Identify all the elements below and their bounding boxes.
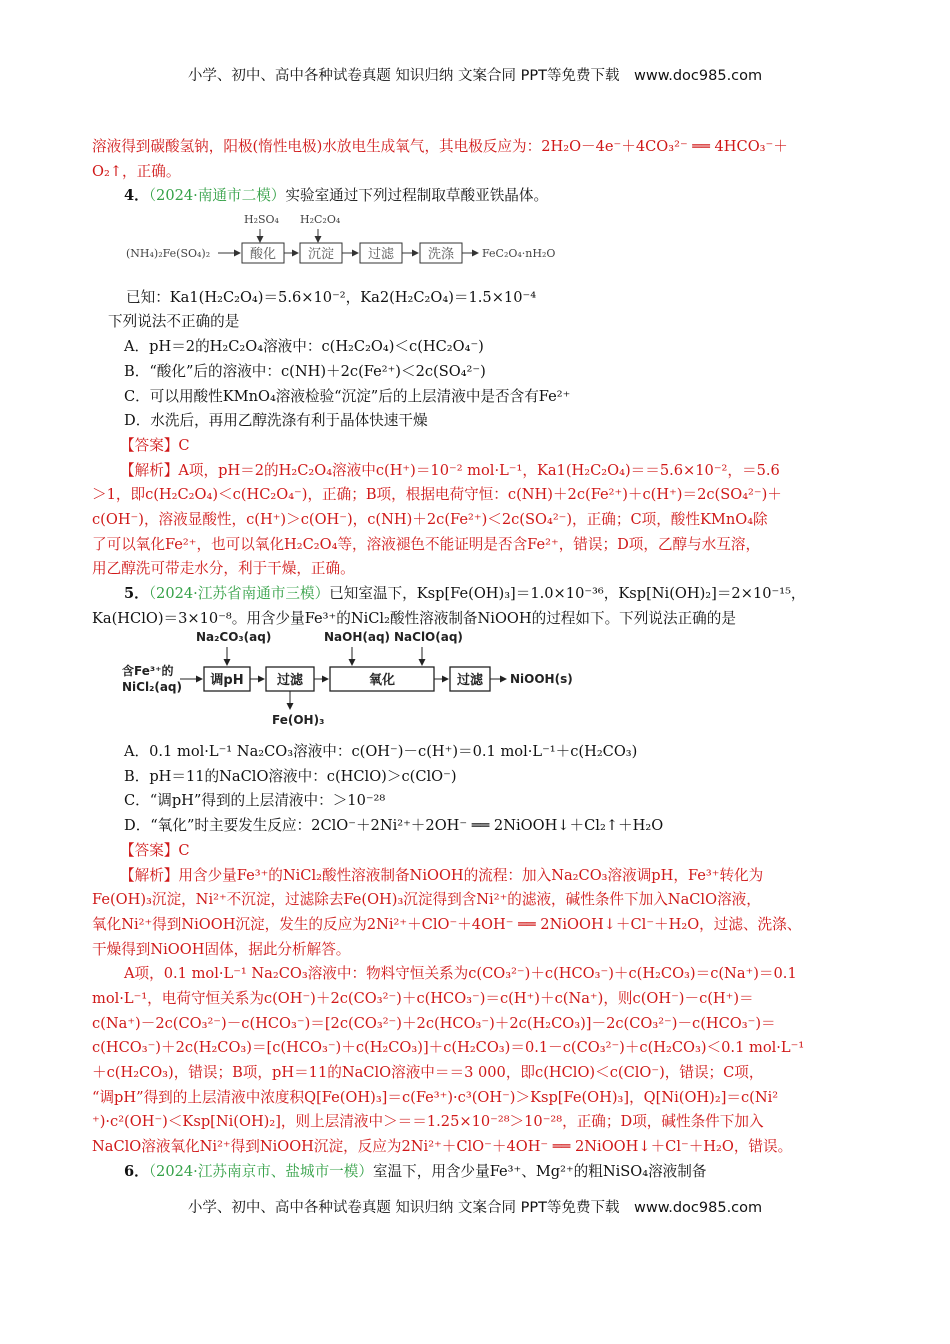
- q5-analysis-line: ＋c(H₂CO₃)，错误；B项，pH＝11的NaClO溶液中＝＝3 000，即c(HClO)＜c(ClO⁻)，错误；C项，: [92, 1064, 764, 1082]
- q5-flow-product: NiOOH(s): [510, 672, 573, 687]
- page-header: 小学、初中、高中各种试卷真题 知识归纳 文案合同 PPT等免费下载 www.doc985.com: [187, 68, 763, 84]
- q6-number: 6．: [124, 1162, 149, 1180]
- q5-analysis-line: 【解析】用含少量Fe³⁺的NiCl₂酸性溶液制备NiOOH的流程：加入Na₂CO₃溶液调pH，Fe³⁺转化为: [120, 866, 764, 884]
- q4-flowchart: [92, 209, 872, 286]
- page-footer: 小学、初中、高中各种试卷真题 知识归纳 文案合同 PPT等免费下载 www.doc985.com: [187, 1200, 763, 1216]
- q6-source: （2024·江苏南京市、盐城市一模）: [148, 1162, 373, 1180]
- document-body: [92, 135, 872, 1184]
- q4-flowchart-svg: [92, 209, 592, 277]
- q5-option-d: D．“氧化”时主要发生反应：2ClO⁻＋2Ni²⁺＋2OH⁻ ══ 2NiOOH↓＋Cl₂↑＋H₂O: [124, 817, 664, 835]
- q5-analysis-line: NaClO溶液氧化Ni²⁺得到NiOOH沉淀，反应为2Ni²⁺＋ClO⁻＋4OH⁻ ══ 2NiOOH↓＋Cl⁻＋H₂O，错误。: [92, 1138, 793, 1156]
- q5-analysis-line: Fe(OH)₃沉淀，Ni²⁺不沉淀，过滤除去Fe(OH)₃沉淀得到含Ni²⁺的滤液，碱性条件下加入NaClO溶液，: [92, 891, 761, 909]
- q4-analysis-line: 了可以氧化Fe²⁺，也可以氧化H₂C₂O₄等，溶液褪色不能证明是否含Fe²⁺，错误；D项，乙醇与水互溶，: [92, 535, 761, 553]
- q5-analysis-line: 干燥得到NiOOH固体，据此分析解答。: [92, 940, 351, 958]
- q4-option-c: C．可以用酸性KMnO₄溶液检验“沉淀”后的上层清液中是否含有Fe²⁺: [124, 387, 571, 405]
- q5-analysis-line: 氧化Ni²⁺得到NiOOH沉淀，发生的反应为2Ni²⁺＋ClO⁻＋4OH⁻ ══ 2NiOOH↓＋Cl⁻＋H₂O，过滤、洗涤、: [92, 915, 802, 933]
- q4-flow-start: (NH₄)₂Fe(SO₄)₂: [126, 247, 211, 261]
- q4-flow-step-wash: 洗涤: [427, 247, 455, 263]
- q5-analysis-line: mol·L⁻¹，电荷守恒关系为c(OH⁻)＋2c(CO₃²⁻)＋c(HCO₃⁻)＝c(H⁺)＋c(Na⁺)，则c(OH⁻)－c(H⁺)＝: [92, 989, 754, 1007]
- q5-analysis-line: ⁺)·c²(OH⁻)＜Ksp[Ni(OH)₂]，则上层清液中＞＝＝1.25×10⁻²⁸＞10⁻²⁸，正确；D项，碱性条件下加入: [92, 1113, 764, 1131]
- q5-analysis-line: A项，0.1 mol·L⁻¹ Na₂CO₃溶液中：物料守恒关系为c(CO₃²⁻)＋c(HCO₃⁻)＋c(H₂CO₃)＝c(Na⁺)＝0.1: [124, 965, 797, 983]
- q4-analysis-line: 【解析】A项，pH＝2的H₂C₂O₄溶液中c(H⁺)＝10⁻² mol·L⁻¹，Ka1(H₂C₂O₄)＝＝5.6×10⁻²，＝5.6: [120, 461, 780, 479]
- q4-flow-step-acidify: 酸化: [249, 247, 277, 263]
- q5-stem-2: Ka(HClO)＝3×10⁻⁸。用含少量Fe³⁺的NiCl₂酸性溶液制备NiOOH的过程如下。下列说法正确的是: [92, 609, 736, 627]
- q5-option-b: B．pH＝11的NaClO溶液中：c(HClO)＞c(ClO⁻): [124, 767, 457, 785]
- q5-option-c: C．“调pH”得到的上层清液中：＞10⁻²⁸: [124, 792, 386, 810]
- q4-number: 4．: [124, 187, 149, 205]
- q4-answer: 【答案】C: [120, 436, 190, 454]
- q4-option-b: B．“酸化”后的溶液中：c(NH)＋2c(Fe²⁺)＜2c(SO₄²⁻): [124, 362, 486, 380]
- q5-flow-reagent-2: NaOH(aq): [324, 631, 391, 645]
- q4-option-a: A．pH＝2的H₂C₂O₄溶液中：c(H₂C₂O₄)＜c(HC₂O₄⁻): [124, 338, 484, 356]
- q5-analysis-line: “调pH”得到的上层清液中浓度积Q[Fe(OH)₃]＝c(Fe³⁺)·c³(OH⁻)＞Ksp[Fe(OH)₃]，Q[Ni(OH)₂]＝c(Ni²: [92, 1088, 779, 1106]
- q6-title: [92, 1160, 872, 1185]
- q5-analysis-line: c(HCO₃⁻)＋2c(H₂CO₃)＝[c(HCO₃⁻)＋c(H₂CO₃)]＋c(H₂CO₃)＝0.1－c(CO₃²⁻)＋c(H₂CO₃)＜0.1 mol·L⁻¹: [92, 1039, 805, 1057]
- q4-analysis-line: 用乙醇洗可带走水分，利于干燥，正确。: [92, 560, 355, 578]
- q4-flow-step-precipitate: 沉淀: [307, 247, 335, 263]
- q4-known: 已知：Ka1(H₂C₂O₄)＝5.6×10⁻²，Ka2(H₂C₂O₄)＝1.5×10⁻⁴: [126, 288, 537, 306]
- q4-flow-reagent-2: H₂C₂O₄: [300, 213, 341, 227]
- q4-flow-reagent-1: H₂SO₄: [244, 213, 279, 227]
- q4-flow-step-filter: 过滤: [367, 247, 395, 263]
- q5-flow-reagent-1: Na₂CO₃(aq): [196, 631, 272, 645]
- prev-analysis-line: 溶液得到碳酸氢钠，阳极(惰性电极)水放电生成氧气，其电极反应为：2H₂O－4e⁻＋4CO₃²⁻ ══ 4HCO₃⁻＋: [92, 138, 788, 155]
- q4-source: （2024·南通市二模）: [148, 187, 286, 205]
- q5-option-a: A．0.1 mol·L⁻¹ Na₂CO₃溶液中：c(OH⁻)－c(H⁺)＝0.1 mol·L⁻¹＋c(H₂CO₃): [124, 743, 638, 761]
- q5-analysis-line: c(Na⁺)－2c(CO₃²⁻)－c(HCO₃⁻)＝[2c(CO₃²⁻)＋2c(HCO₃⁻)＋2c(H₂CO₃)]－2c(CO₃²⁻)－c(HCO₃⁻)＝: [92, 1014, 776, 1032]
- q5-flow-step-adjust-ph: 调pH: [210, 673, 244, 689]
- q6-stem: 室温下，用含少量Fe³⁺、Mg²⁺的粗NiSO₄溶液制备: [372, 1162, 707, 1180]
- q5-flowchart-svg: [92, 631, 612, 731]
- q5-number: 5．: [124, 585, 149, 603]
- prev-analysis-line: O₂↑，正确。: [92, 162, 181, 180]
- q5-flow-byproduct: Fe(OH)₃: [272, 713, 325, 728]
- q4-flow-product: FeC₂O₄·nH₂O: [482, 247, 556, 261]
- q4-title: [92, 184, 872, 209]
- q5-flowchart: [92, 631, 872, 740]
- q4-ask: 下列说法不正确的是: [108, 313, 240, 331]
- q4-analysis-line: ＞1，即c(H₂C₂O₄)＜c(HC₂O₄⁻)，正确；B项，根据电荷守恒：c(NH)＋2c(Fe²⁺)＋c(H⁺)＝2c(SO₄²⁻)＋: [92, 486, 782, 504]
- q5-flow-step-filter-1: 过滤: [276, 673, 304, 689]
- q5-title: [92, 582, 872, 607]
- q4-option-d: D．水洗后，再用乙醇洗涤有利于晶体快速干燥: [124, 412, 428, 430]
- q4-stem: 实验室通过下列过程制取草酸亚铁晶体。: [285, 187, 549, 205]
- q5-flow-start-2: NiCl₂(aq): [122, 680, 182, 695]
- q5-answer: 【答案】C: [120, 841, 190, 859]
- q5-flow-step-oxidize: 氧化: [368, 673, 396, 689]
- q5-flow-start-1: 含Fe³⁺的: [122, 664, 174, 679]
- q4-analysis-line: c(OH⁻)，溶液显酸性，c(H⁺)＞c(OH⁻)，c(NH)＋2c(Fe²⁺)＜2c(SO₄²⁻)，正确；C项，酸性KMnO₄除: [92, 510, 768, 528]
- q5-stem-1: 已知室温下，Ksp[Fe(OH)₃]＝1.0×10⁻³⁶，Ksp[Ni(OH)₂]＝2×10⁻¹⁵，: [329, 585, 806, 603]
- q5-flow-step-filter-2: 过滤: [456, 673, 484, 689]
- q5-flow-reagent-3: NaClO(aq): [394, 631, 463, 645]
- q5-source: （2024·江苏省南通市三模）: [148, 585, 330, 603]
